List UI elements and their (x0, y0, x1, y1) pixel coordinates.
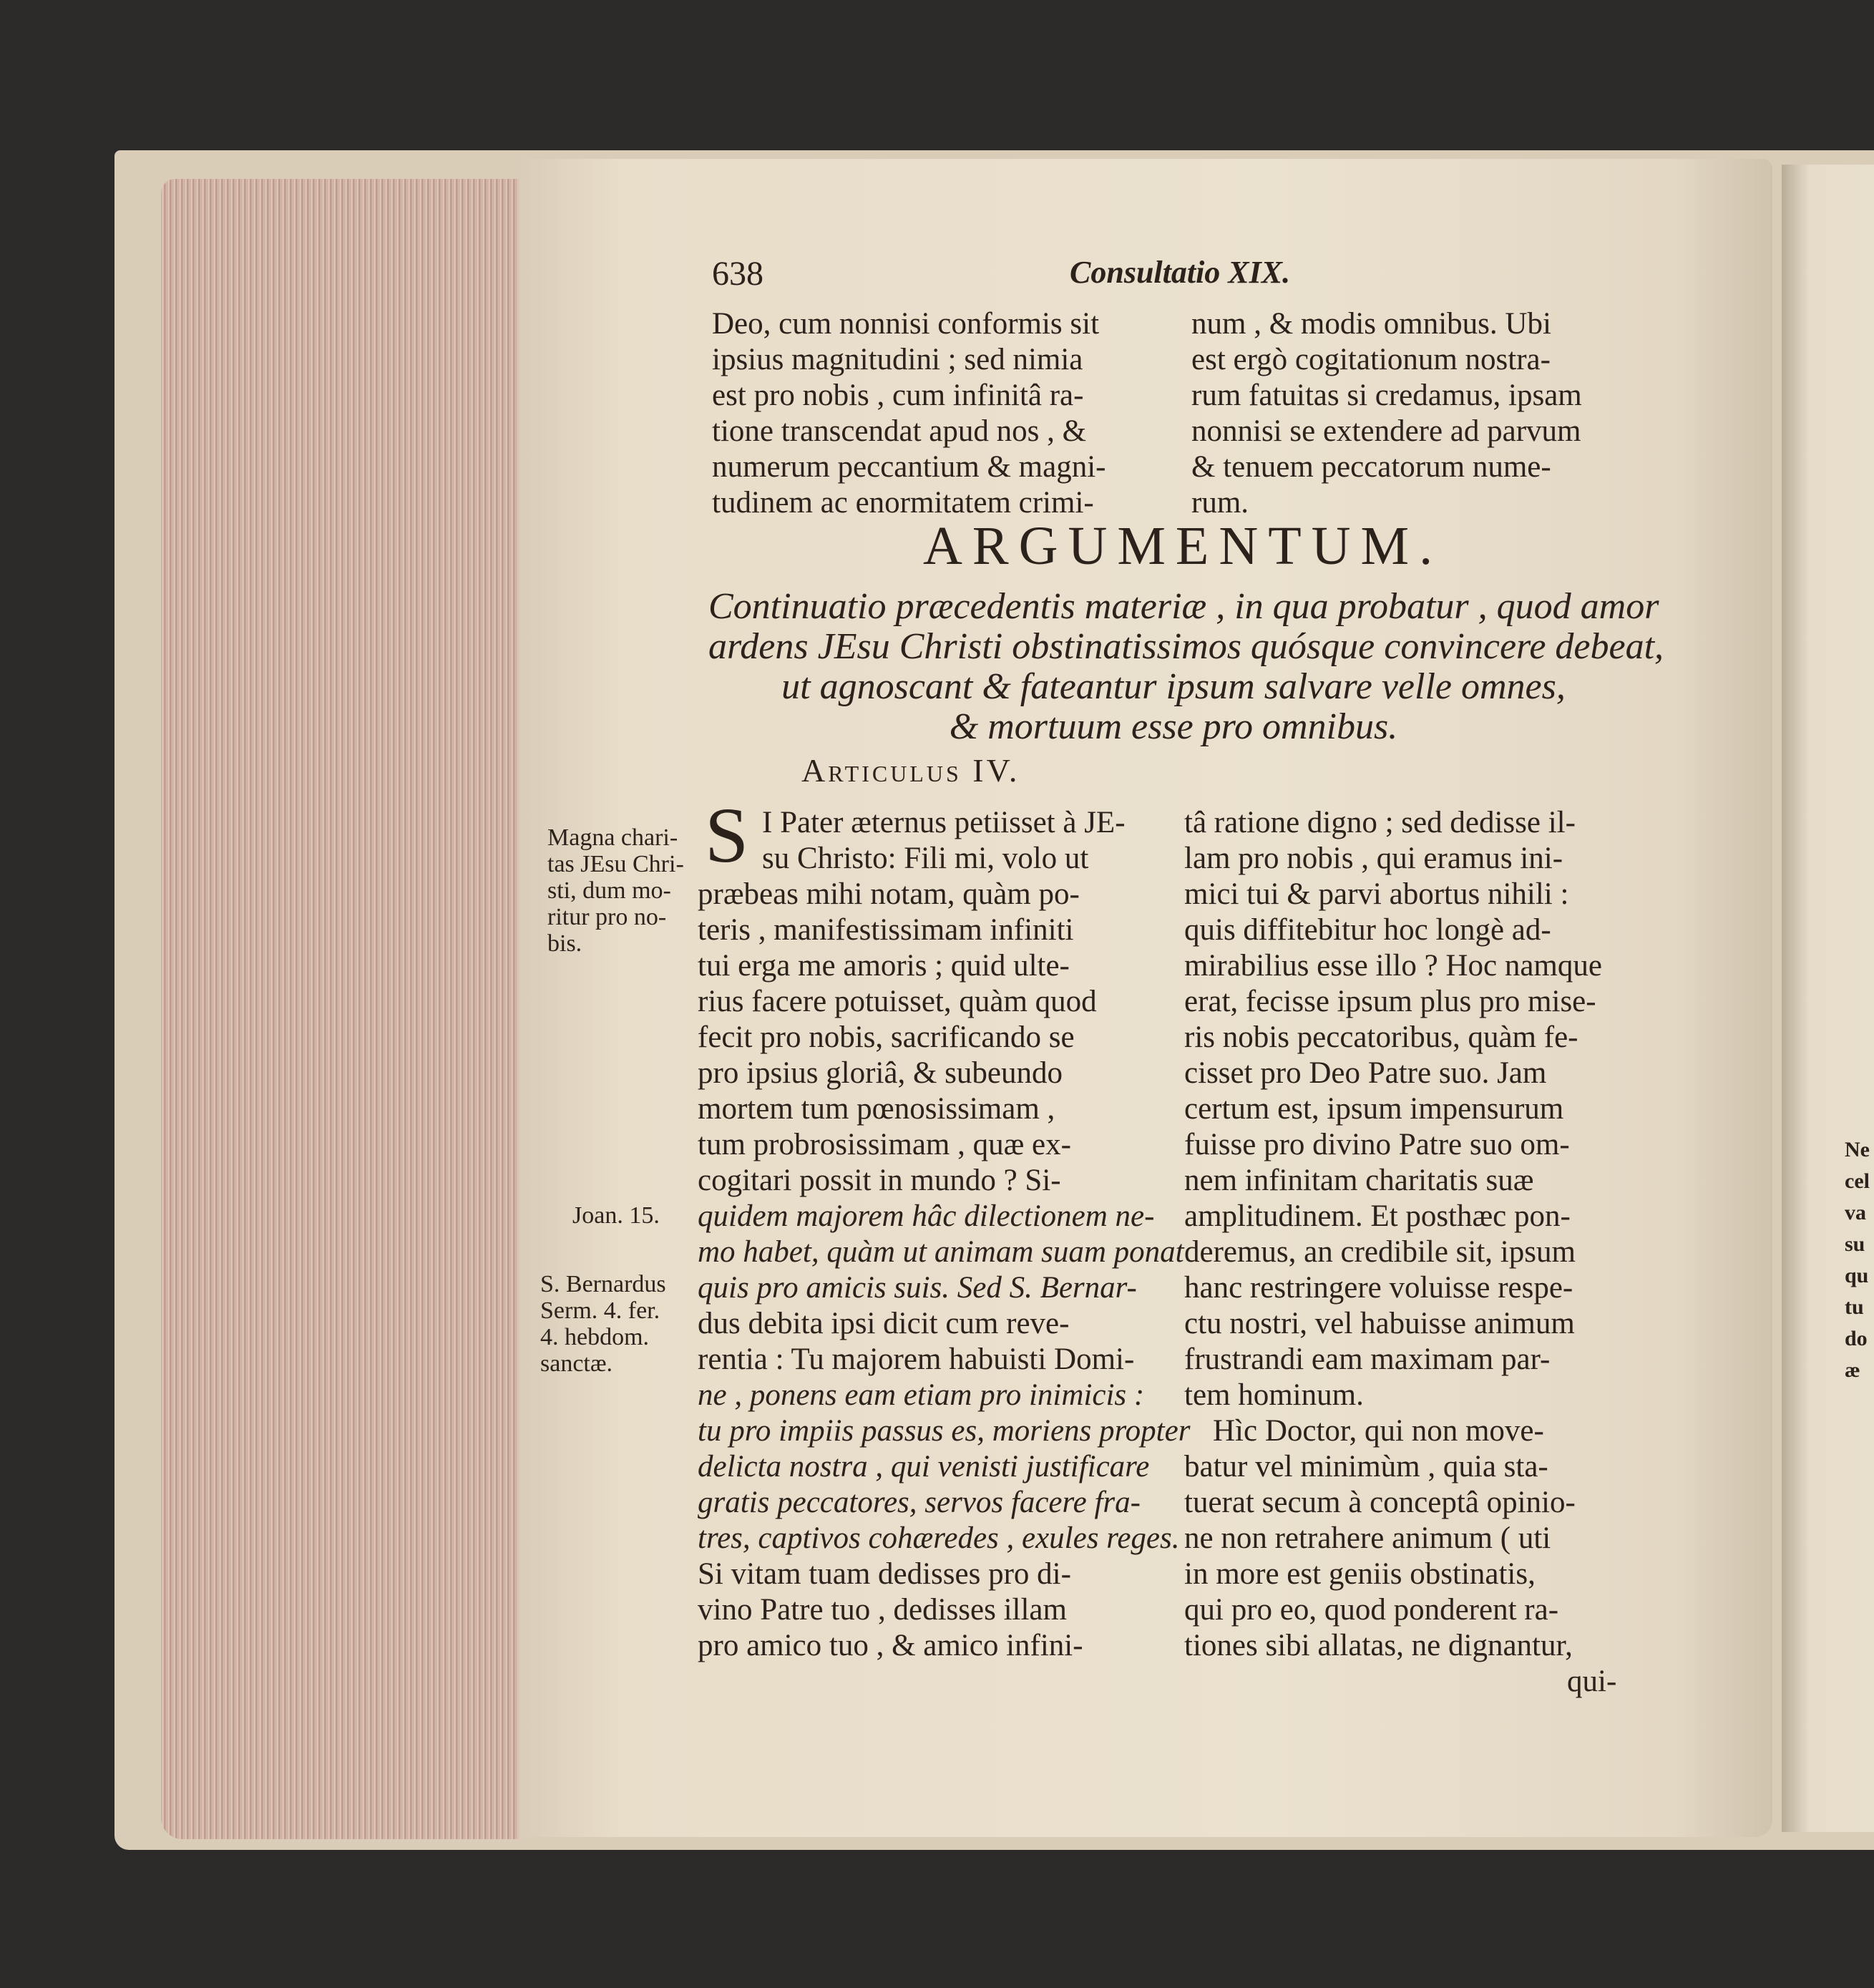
drop-cap: S (705, 791, 749, 879)
text-line: tiones sibi allatas, ne dignantur, (1184, 1629, 1573, 1662)
body-right-column (1184, 805, 1616, 1700)
text-line: in more est geniis obstinatis, (1184, 1557, 1536, 1591)
text-line: Si vitam tuam dedisses pro di- (698, 1557, 1071, 1591)
text-line: su (1845, 1232, 1865, 1256)
text-line: va (1845, 1201, 1866, 1224)
text-line: rum. (1191, 486, 1249, 520)
text-line: Ne (1845, 1138, 1870, 1161)
text-line: amplitudinem. Et posthæc pon- (1184, 1199, 1571, 1233)
text-line: quis diffitebitur hoc longè ad- (1184, 913, 1551, 947)
text-line: tu pro impiis passus es, moriens propter (698, 1414, 1191, 1448)
text-line: gratis peccatores, servos facere fra- (698, 1486, 1141, 1519)
text-line: Continuatio præcedentis materiæ , in qua probatur , quod amor (708, 586, 1659, 627)
text-line: I Pater æternus petiisset à JE- (762, 806, 1126, 839)
text-line: ris nobis peccatoribus, quàm fe- (1184, 1020, 1578, 1054)
text-line: ctu nostri, vel habuisse animum (1184, 1307, 1575, 1340)
text-line: pro ipsius gloriâ, & subeundo (698, 1056, 1063, 1090)
text-line: mortem tum pœnosissimam , (698, 1092, 1055, 1126)
text-line: & tenuem peccatorum nume- (1191, 450, 1551, 484)
text-line: quidem majorem hâc dilectionem ne- (698, 1199, 1155, 1233)
text-line: nem infinitam charitatis suæ (1184, 1164, 1534, 1197)
text-line: tione transcendat apud nos , & (712, 414, 1087, 448)
right-page-strip (1782, 165, 1874, 1832)
text-line: delicta nostra , qui venisti justificare (698, 1450, 1150, 1483)
text-line: hanc restringere voluisse respe- (1184, 1271, 1573, 1305)
text-line: Serm. 4. fer. (540, 1297, 660, 1324)
text-line: dus debita ipsi dicit cum reve- (698, 1307, 1070, 1340)
text-line: ipsius magnitudini ; sed nimia (712, 343, 1083, 376)
text-line: tas JEsu Chri- (547, 851, 684, 877)
text-line: mo habet, quàm ut animam suam ponat (698, 1235, 1184, 1269)
text-line: fecit pro nobis, sacrificando se (698, 1020, 1075, 1054)
text-line: numerum peccantium & magni- (712, 450, 1106, 484)
text-line: num , & modis omnibus. Ubi (1191, 307, 1551, 341)
text-line: do (1845, 1327, 1868, 1350)
text-line: batur vel minimùm , quia sta- (1184, 1450, 1548, 1483)
marginal-note (547, 824, 684, 957)
text-line: æ (1845, 1358, 1860, 1382)
text-line: Magna chari- (547, 824, 678, 851)
text-line: sti, dum mo- (547, 877, 671, 904)
text-line: rius facere potuisset, quàm quod (698, 985, 1097, 1018)
text-line: ardens JEsu Christi obstinatissimos quósque convincere debeat, (708, 626, 1664, 667)
text-line: ritur pro no- (547, 904, 667, 930)
text-line: certum est, ipsum impensurum (1184, 1092, 1564, 1126)
text-line: est pro nobis , cum infinitâ ra- (712, 379, 1084, 412)
text-line: qui pro eo, quod ponderent ra- (1184, 1593, 1559, 1627)
body-left-column (698, 805, 1190, 1664)
marginal-reference (540, 1271, 666, 1377)
text-line: 4. hebdom. (540, 1324, 650, 1350)
text-line: est ergò cogitationum nostra- (1191, 343, 1551, 376)
text-line: tâ ratione digno ; sed dedisse il- (1184, 806, 1576, 839)
text-line: erat, fecisse ipsum plus pro mise- (1184, 985, 1596, 1018)
text-line: cisset pro Deo Patre suo. Jam (1184, 1056, 1547, 1090)
argumentum-heading: ARGUMENTUM. (923, 516, 1443, 576)
text-line: ut agnoscant & fateantur ipsum salvare velle omnes, (781, 666, 1566, 707)
page-number: 638 (712, 255, 763, 293)
marginal-reference (572, 1202, 660, 1229)
text-line: ne non retrahere animum ( uti (1184, 1521, 1551, 1555)
text-line: cogitari possit in mundo ? Si- (698, 1164, 1061, 1197)
text-line: teris , manifestissimam infiniti (698, 913, 1074, 947)
text-line: su Christo: Fili mi, volo ut (762, 842, 1089, 875)
text-line: Joan. 15. (572, 1202, 660, 1229)
articulus-heading: Articulus IV. (801, 752, 1020, 789)
text-line: rentia : Tu majorem habuisti Domi- (698, 1343, 1135, 1376)
text-line: nonnisi se extendere ad parvum (1191, 414, 1581, 448)
text-line: cel (1845, 1169, 1870, 1193)
text-line: tu (1845, 1295, 1864, 1319)
text-line: tres, captivos cohæredes , exules reges. (698, 1521, 1180, 1555)
page-edges (161, 179, 519, 1839)
text-line: Deo, cum nonnisi conformis sit (712, 307, 1100, 341)
text-line: fuisse pro divino Patre suo om- (1184, 1128, 1570, 1161)
right-page-fragment (1845, 1134, 1870, 1386)
text-line: ne , ponens eam etiam pro inimicis : (698, 1378, 1145, 1412)
text-line: præbeas mihi notam, quàm po- (698, 877, 1080, 911)
text-line: quis pro amicis suis. Sed S. Bernar- (698, 1271, 1137, 1305)
text-line: tum probrosissimam , quæ ex- (698, 1128, 1071, 1161)
text-line: tui erga me amoris ; quid ulte- (698, 949, 1070, 983)
text-line: mici tui & parvi abortus nihili : (1184, 877, 1569, 911)
text-line: bis. (547, 930, 582, 957)
text-line: deremus, an credibile sit, ipsum (1184, 1235, 1576, 1269)
text-line: tem hominum. (1184, 1378, 1364, 1412)
top-right-column (1191, 306, 1582, 521)
text-line: vino Patre tuo , dedisses illam (698, 1593, 1067, 1627)
top-left-column (712, 306, 1106, 521)
text-line: rum fatuitas si credamus, ipsam (1191, 379, 1582, 412)
running-title: Consultatio XIX. (1070, 255, 1291, 290)
text-line: S. Bernardus (540, 1271, 666, 1297)
catchword: qui- (1567, 1665, 1617, 1698)
text-line: Hìc Doctor, qui non move- (1213, 1414, 1544, 1448)
text-line: lam pro nobis , qui eramus ini- (1184, 842, 1563, 875)
text-line: tudinem ac enormitatem crimi- (712, 486, 1094, 520)
text-line: frustrandi eam maximam par- (1184, 1343, 1551, 1376)
text-line: & mortuum esse pro omnibus. (949, 706, 1398, 747)
text-line: mirabilius esse illo ? Hoc namque (1184, 949, 1602, 983)
text-line: pro amico tuo , & amico infini- (698, 1629, 1083, 1662)
argumentum-text (708, 586, 1664, 747)
text-line: qu (1845, 1264, 1869, 1287)
text-line: tuerat secum à conceptâ opinio- (1184, 1486, 1576, 1519)
text-line: sanctæ. (540, 1350, 613, 1377)
